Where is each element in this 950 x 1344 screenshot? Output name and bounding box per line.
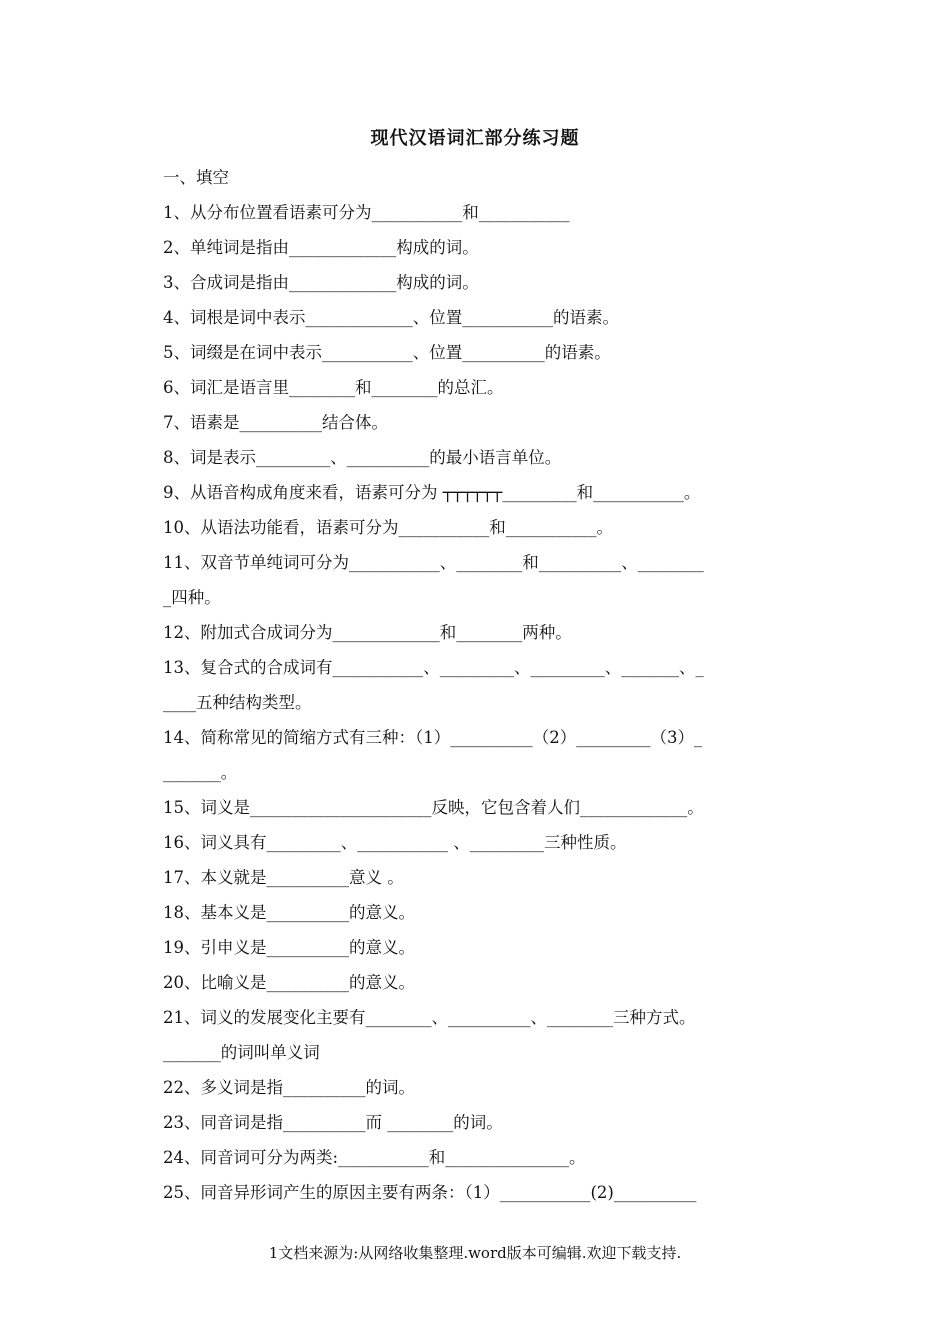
exercise-line: 5、词缀是在词中表示___________、位置__________的语素。 xyxy=(163,343,611,362)
exercise-line: 6、词汇是语言里________和________的总汇。 xyxy=(163,378,504,397)
page-title: 现代汉语词汇部分练习题 xyxy=(370,128,580,149)
exercise-line: 20、比喻义是__________的意义。 xyxy=(163,973,415,992)
exercise-line: 15、词义是______________________反映，它包含着人们_____________。 xyxy=(163,798,704,817)
exercise-line: 18、基本义是__________的意义。 xyxy=(163,903,415,922)
exercise-line: 21、词义的发展变化主要有________、__________、________三种方式。 xyxy=(163,1008,696,1027)
exercise-line: _______。 xyxy=(163,763,238,782)
exercise-line: 9、从语音构成角度来看，语素可分为 ┬┬┬┬┬┬_________和___________。 xyxy=(163,483,701,502)
exercise-line: 1、从分布位置看语素可分为___________和___________ xyxy=(163,203,570,222)
exercise-line: 2、单纯词是指由_____________构成的词。 xyxy=(163,238,479,257)
exercise-line: 11、双音节单纯词可分为___________、________和__________、________ xyxy=(163,553,704,572)
exercise-line: _四种。 xyxy=(163,588,221,607)
page-footer: 1文档来源为:从网络收集整理.word版本可编辑.欢迎下载支持. xyxy=(268,1244,682,1262)
exercise-line: 4、词根是词中表示_____________、位置___________的语素。 xyxy=(163,308,619,327)
exercise-line: 8、词是表示_________、__________的最小语言单位。 xyxy=(163,448,562,467)
exercise-line: 22、多义词是指__________的词。 xyxy=(163,1078,415,1097)
exercise-line: 3、合成词是指由_____________构成的词。 xyxy=(163,273,479,292)
exercise-line: 24、同音词可分为两类:___________和_______________。 xyxy=(163,1148,586,1167)
section-heading: 一、填空 xyxy=(163,168,229,187)
exercise-line: 7、语素是__________结合体。 xyxy=(163,413,388,432)
exercise-line: 12、附加式合成词分为_____________和________两种。 xyxy=(163,623,572,642)
exercise-line: 13、复合式的合成词有___________、_________、_________、_______、_ xyxy=(163,658,704,677)
exercise-line: 14、简称常见的简缩方式有三种：（1）__________（2）_________（3）_ xyxy=(163,728,703,747)
exercise-line: 16、词义具有_________、___________ 、_________三种性质。 xyxy=(163,833,627,852)
exercise-line: 10、从语法功能看，语素可分为___________和___________。 xyxy=(163,518,613,537)
exercise-line: 17、本义就是__________意义 。 xyxy=(163,868,404,887)
exercise-line: 25、同音异形词产生的原因主要有两条：（1）___________(2)__________ xyxy=(163,1183,697,1202)
exercise-line: 23、同音词是指__________而 ________的词。 xyxy=(163,1113,503,1132)
exercise-line: 19、引申义是__________的意义。 xyxy=(163,938,415,957)
exercise-line: ____五种结构类型。 xyxy=(163,693,312,712)
exercise-line: _______的词叫单义词 xyxy=(163,1043,320,1062)
exercise-list xyxy=(163,160,788,1210)
